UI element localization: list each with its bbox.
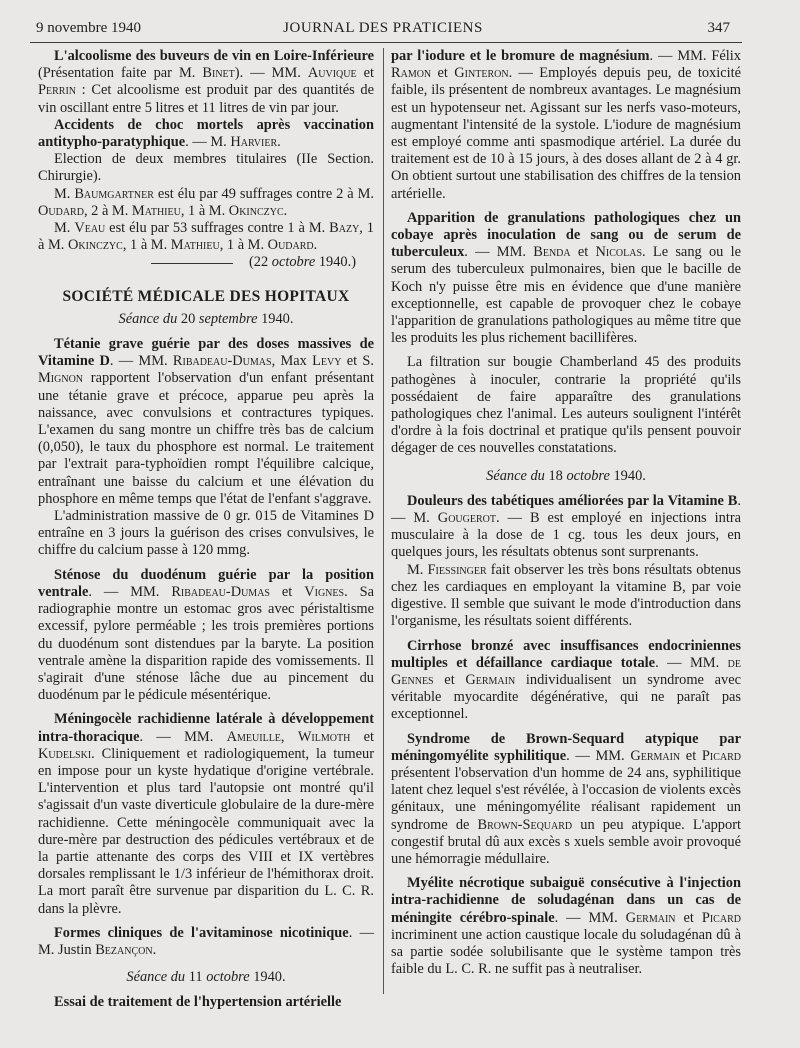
article-fiessinger: M. Fiessinger fait observer les très bons résultats obtenus chez les cardiaques en employant la vitamine B, par voie digestive. Il semble que suivant le mode d'introduction dans l'organisme, les résultats soient différents.: [391, 561, 741, 630]
election-result-1: M. Baumgartner est élu par 49 suffrages contre 2 à M. Oudard, 2 à M. Mathieu, 1 à M. Okinczyc.: [38, 185, 374, 219]
article-title: par l'iodure et le bromure de magnésium: [391, 48, 650, 64]
article-granulations: Apparition de granulations pathologiques chez un cobaye après inoculation de sang ou de serum de tuberculeux. — MM. Benda et Nicolas. Le sang ou le serum des tuberculeux pulmonaires, bien que le bacille de Koch n'y puisse être mis en évidence que d'une manière exceptionnelle, est capable de provoquer chez le cobaye l'apparition de granulations pathologiques au même titre que les produits les plus richement bacillifères.: [391, 209, 741, 347]
signature-rule: [151, 263, 233, 264]
article-tetanie: Tétanie grave guérie par des doses massives de Vitamine D. — MM. Ribadeau-Dumas, Max Levy et S. Mignon rapportent l'observation d'un enfant présentant une tétanie grave et précoce, apparue peu après la naissance, avec convulsions et contractures typiques. L'examen du sang montre un chiffre très bas de calcium (0,050), le taux du phosphore est normal. Le traitement par l'extrait para-typhoïdien rompt l'équilibre calcique, entraînant une baisse du calcium et une élévation du phosphore en même temps que l'état de l'enfant s'aggrave.: [38, 336, 374, 507]
society-heading: SOCIÉTÉ MÉDICALE DES HOPITAUX: [62, 287, 350, 305]
seance-heading: Séance du 18 octobre 1940.: [486, 467, 646, 484]
column-divider: [383, 48, 384, 994]
author-name: Auvique: [307, 65, 357, 82]
header-page-number: 347: [707, 20, 730, 36]
article-accidents-choc: Accidents de choc mortels après vaccination antitypho-paratyphique. — M. Harvier.: [38, 116, 374, 151]
article-title: Méningocèle rachidienne latérale à développement intra-thoracique: [38, 711, 374, 745]
article-title: Accidents de choc mortels après vaccination antitypho-paratyphique: [38, 116, 374, 151]
article-hypertension-start: [38, 994, 374, 1011]
author-name: Perrin: [38, 82, 77, 99]
article-title: Syndrome de Brown-Sequard atypique par méningomyélite syphilitique: [391, 730, 741, 764]
article-title: Douleurs des tabétiques améliorées par la Vitamine B: [407, 492, 738, 509]
article-title: Myélite nécrotique subaiguë consécutive à l'injection intra-rachidienne de soludagénan dans un cas de méningite cérébro-spinale: [391, 875, 741, 926]
header-rule: [30, 42, 742, 43]
article-brown-sequard: Syndrome de Brown-Sequard atypique par méningomyélite syphilitique. — MM. Germain et Picard présentent l'observation d'un homme de 24 ans, syphilitique latent chez lequel s'est révélée, à l'occasion de violents excès génitaux, une méningomyélite réalisant rapidement un syndrome de Brown-Sequard un peu atypique. L'apport congestif brutal dû aux excès s xuels semble avoir provoqué une hémorragie médullaire.: [391, 730, 741, 867]
right-column: [391, 48, 741, 978]
article-title: Sténose du duodénum guérie par la position ventrale: [38, 566, 374, 600]
article-meningocele: Méningocèle rachidienne latérale à développement intra-thoracique. — MM. Ameuille, Wilmoth et Kudelski. Cliniquement et radiologiquement, la tumeur en impose pour un kyste hydatique d'origine vertébrale. L'intervention et plus tard l'autopsie ont montré qu'il s'agissait d'un vaste diverticule globulaire de la dure-mère rachidienne. Cette méningocèle communiquait avec la dure-mère par destruction des pédicules vertébraux et de la partie attenante des corps des VIII et IX vertèbres dorsales remplissant le 1/3 inférieur de l'hémithorax droit. La mort paraît être survenue par disparition du L. C. R. dans la plèvre.: [38, 711, 374, 917]
article-alcoolisme: L'alcoolisme des buveurs de vin en Loire-Inférieure (Présentation faite par M. Binet). — MM. Auvique et Perrin : Cet alcoolisme est produit par des quantités de vin oscillant entre 5 litres et 11 litres de vin par jour.: [38, 48, 374, 116]
article-tabetiques: Douleurs des tabétiques améliorées par la Vitamine B. — M. Gougerot. — B est employé en injections intra musculaire à la dose de 1 cg. tous les deux jours, en quelques jours, les résultats obtenus sont surprenants.: [391, 492, 742, 561]
article-title: Cirrhose bronzé avec insuffisances endocriniennes multiples et défaillance cardiaque totale: [391, 637, 741, 671]
author-name: Binet: [202, 65, 235, 82]
article-filtration: La filtration sur bougie Chamberland 45 des produits pathogènes à inoculer, contrarie la propriété qu'ils possédaient de faire apparaître des granulations pathologiques chez l'animal. Les auteurs soulignent l'intérêt d'ordre à la fois doctrinal et pratique qu'ils pensent pouvoir dégager de ces nouvelles constatations.: [391, 354, 741, 457]
article-stenose: Sténose du duodénum guérie par la position ventrale. — MM. Ribadeau-Dumas et Vignes. Sa radiographie montre un estomac gros avec péristaltisme excessif, pylore perméable ; les trois premières portions du duodénum sont distendues par la baryte. La position ventrale amène la disparition rapide des vomissements. Il s'agirait d'une sténose lâche due au pincement du duodénum par le pédicule mésentérique.: [38, 566, 374, 704]
header-journal-title: JOURNAL DES PRATICIENS: [283, 20, 483, 36]
article-cirrhose: Cirrhose bronzé avec insuffisances endocriniennes multiples et défaillance cardiaque totale. — MM. de Gennes et Germain individualisent un syndrome avec véritable myocardite dégénérative, qui ne paraît pas exceptionnel.: [391, 637, 741, 723]
seance-heading: Séance du 20 septembre 1940.: [118, 310, 294, 327]
left-column: [38, 48, 374, 1012]
article-tetanie-cont: L'administration massive de 0 gr. 015 de Vitamines D entraîne en 3 jours la guérison des crises convulsives, le chiffre du calcium passe à 120 mmg.: [38, 508, 374, 559]
section-signature-date: (22 octobre 1940.): [38, 254, 374, 271]
election-result-2: M. Veau est élu par 53 suffrages contre 1 à M. Bazy, 1 à M. Okinczyc, 1 à M. Mathieu, 1 à M. Oudard.: [38, 220, 375, 254]
article-title: Tétanie grave guérie par des doses massives de Vitamine D: [38, 336, 374, 370]
election-paragraph: Election de deux membres titulaires (IIe Section. Chirurgie).: [38, 151, 374, 185]
article-title: Apparition de granulations pathologiques chez un cobaye après inoculation de sang ou de serum de tuberculeux: [391, 209, 741, 261]
page-header: [36, 18, 730, 42]
author-name: Harvier: [230, 134, 278, 151]
article-avitaminose: Formes cliniques de l'avitaminose nicotinique. — M. Justin Bezançon.: [38, 924, 374, 958]
article-title: L'alcoolisme des buveurs de vin en Loire-Inférieure: [54, 48, 374, 64]
article-myelite: Myélite nécrotique subaiguë consécutive à l'injection intra-rachidienne de soludagénan dans un cas de méningite cérébro-spinale. — MM. Germain et Picard incriminent une action caustique locale du soludagénan dû à sa partie sodée solubilisante que le système tampon très faible du L. C. R. ne suffit pas à neutraliser.: [391, 875, 741, 978]
seance-heading: Séance du 11 octobre 1940.: [126, 969, 286, 986]
article-title: Formes cliniques de l'avitaminose nicotinique: [54, 924, 349, 941]
article-title: Essai de traitement de l'hypertension artérielle: [54, 994, 342, 1011]
article-hypertension-cont: par l'iodure et le bromure de magnésium. — MM. Félix Ramon et Ginteron. — Employés depuis peu, de toxicité faible, ils présentent de nombreux avantages. Le magnésium est un hypotenseur net. Agissant sur les nerfs vaso-moteurs, augmentant l'intensité de la systole. L'iodure de magnésium est employé comme anti spasmodique artériel. La durée du traitement est de 10 à 15 jours, à des doses allant de 2 à 4 gr. On obtient surtout une stabilisation des chiffres de la tension artérielle.: [391, 48, 741, 202]
header-date: 9 novembre 1940: [36, 20, 141, 36]
